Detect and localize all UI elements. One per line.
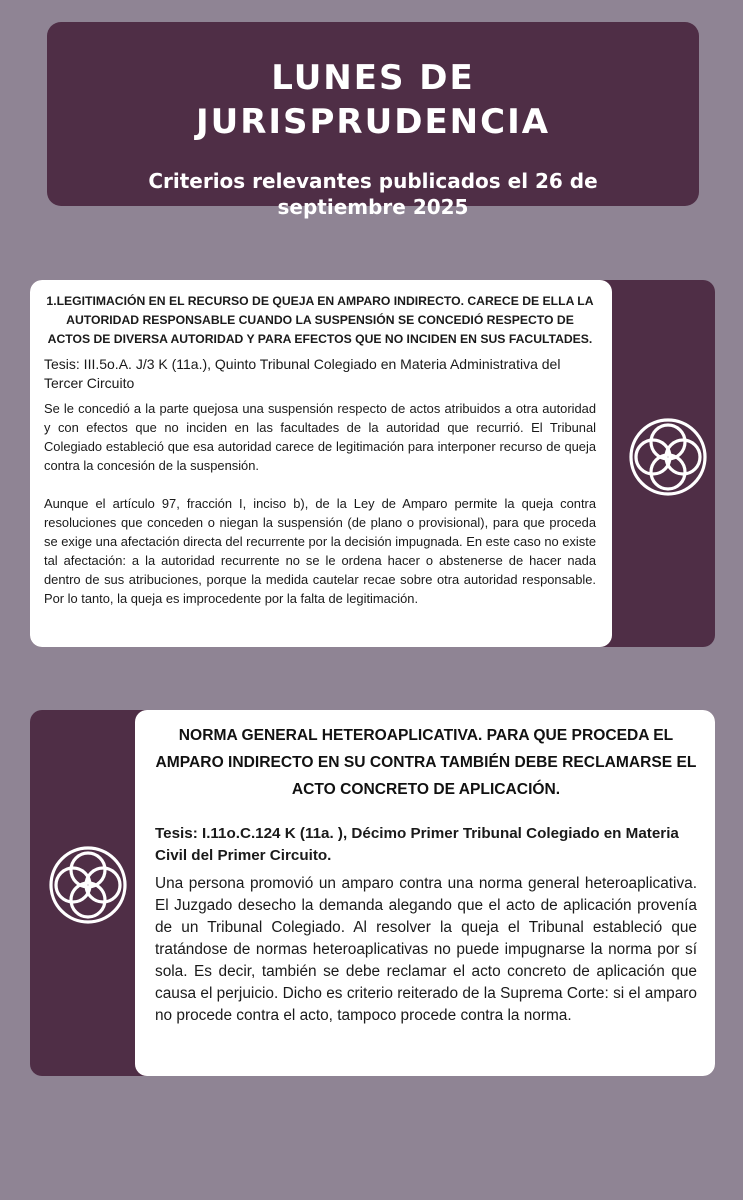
interlaced-rings-emblem-icon — [628, 417, 708, 497]
criterion-1-paragraph-1: Se le concedió a la parte quejosa una suspensión respecto de actos atribuidos a otra autoridad y con efectos que no inciden en las facultades de la autoridad que recurrió. El Tribunal Colegiado estableció que esa autoridad carece de legitimación para interponer recurso de queja contra la concesión de la suspensión. — [44, 401, 596, 473]
criterion-card-1 — [30, 280, 612, 647]
page-subtitle: Criterios relevantes publicados el 26 de septiembre 2025 — [148, 169, 598, 219]
criterion-card-2 — [135, 710, 715, 1076]
criterion-2-title: NORMA GENERAL HETEROAPLICATIVA. PARA QUE PROCEDA EL AMPARO INDIRECTO EN SU CONTRA TAMBIÉN DEBE RECLAMARSE EL ACTO CONCRETO DE APLICACIÓN. — [155, 727, 697, 798]
criterion-1-tesis: Tesis: III.5o.A. J/3 K (11a.), Quinto Tribunal Colegiado en Materia Administrativa del Tercer Circuito — [44, 356, 561, 391]
criterion-1-paragraph-2: Aunque el artículo 97, fracción I, inciso b), de la Ley de Amparo permite la queja contra resoluciones que conceden o niegan la suspensión (de plano o provisional), para que proceda se exige una afectación directa del recurrente por la decisión impugnada. En este caso no existe tal afectación: a la autoridad recurrente no se le ordena hacer o abstenerse de hacer nada dentro de sus atribuciones, porque la medida cautelar recae sobre otra autoridad responsable. Por lo tanto, la queja es improcedente por la falta de legitimación. — [44, 496, 596, 606]
criterion-2-tesis: Tesis: I.11o.C.124 K (11a. ), Décimo Primer Tribunal Colegiado en Materia Civil del Primer Circuito. — [155, 825, 679, 864]
criterion-2-paragraph-1: Una persona promovió un amparo contra una norma general heteroaplicativa. El Juzgado desecho la demanda alegando que el acto de aplicación provenía de un Tribunal Colegiado. Al resolver la queja el Tribunal estableció que tratándose de normas heteroaplicativas no puede impugnarse la norma por sí sola. Es decir, también se debe reclamar el acto concreto de aplicación que causa el perjuicio. Dicho es criterio reiterado de la Suprema Corte: si el amparo no procede contra el acto, tampoco procede contra la norma. — [155, 875, 697, 1024]
interlaced-rings-emblem-icon — [48, 845, 128, 925]
header-banner — [47, 22, 699, 219]
criterion-1-title: 1.LEGITIMACIÓN EN EL RECURSO DE QUEJA EN AMPARO INDIRECTO. CARECE DE ELLA LA AUTORIDAD RESPONSABLE CUANDO LA SUSPENSIÓN SE CONCEDIÓ RESPECTO DE ACTOS DE DIVERSA AUTORIDAD Y PARA EFECTOS QUE NO INCIDEN EN SUS FACULTADES. — [46, 294, 594, 346]
page-title: LUNES DE JURISPRUDENCIA — [195, 58, 551, 142]
